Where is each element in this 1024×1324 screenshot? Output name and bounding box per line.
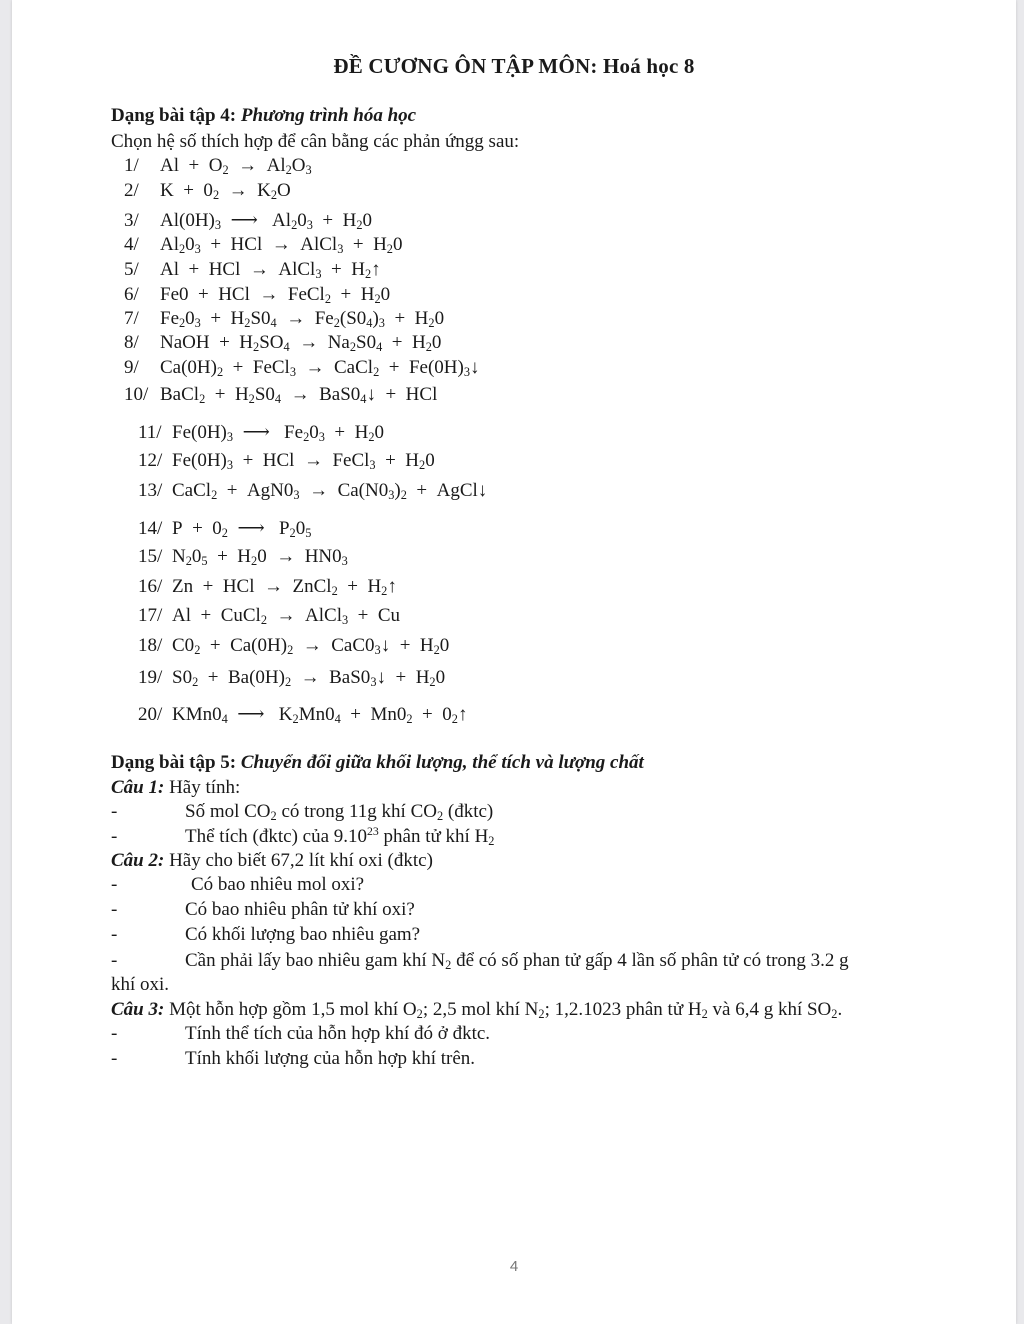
question-label: Câu 2: [111, 850, 170, 871]
question-text: Hãy tính: [169, 777, 241, 798]
equation-number: 4/ [124, 234, 139, 255]
equation-number: 2/ [124, 180, 139, 201]
section-5-label: Dạng bài tập 5: [111, 752, 237, 773]
equation-terms: Fe0 + HCl → FeCl$_2$ + $H_20$ [160, 284, 391, 307]
equation-17 [138, 605, 400, 627]
equation-8 [124, 332, 441, 354]
equation-number: 15/ [138, 546, 163, 567]
question-1 [111, 777, 240, 799]
section-5-heading [111, 752, 644, 774]
equation-terms: BaCl$_2$ + $H_2S0_4$ → $BaS0_4↓$ + HCl [160, 384, 438, 407]
equation-16 [138, 576, 397, 598]
equation-terms: $Al(0H)_3$ ⟶ $Al_20_3 + H_20$ [160, 210, 373, 233]
equation-terms: Al + HCl → AlCl$_3$ + $H_2↑$ [160, 259, 381, 282]
bullet-dash: - [111, 899, 118, 920]
equation-number: 19/ [138, 667, 163, 688]
equation-15 [138, 546, 348, 568]
section-4-intro: Chọn hệ số thích hợp để cân bằng các phản ứngg sau: [111, 131, 520, 152]
section-5-topic: Chuyển đổi giữa khối lượng, thể tích và lượng chất [240, 752, 644, 773]
equation-terms: $Al_20_3$ + HCl → AlCl$_3$ + $H_20$ [160, 234, 403, 257]
question-2-item [111, 874, 991, 898]
equation-number: 5/ [124, 259, 139, 280]
section-4-label: Dạng bài tập 4: [111, 105, 237, 126]
question-2-item [111, 899, 991, 923]
equation-number: 12/ [138, 450, 163, 471]
equation-terms: NaOH + $H_2SO_4 \to Na_2S0_4 + H_20$ [160, 332, 442, 355]
equation-5 [124, 259, 381, 281]
equation-terms: Zn + HCl → ZnCl$_2$ + $H_2↑$ [172, 576, 397, 599]
equation-4 [124, 234, 402, 256]
equation-19 [138, 667, 445, 689]
bullet-dash: - [111, 874, 118, 895]
equation-6 [124, 284, 390, 306]
equation-terms: $C0_2 + Ca(0H)_2$ → $CaC0_3↓ + H_20$ [172, 635, 450, 658]
item-text: Số mol $CO_2$ có trong 11g khí $CO_2$ (đktc) [185, 801, 494, 824]
equation-terms: $Fe(0H)_3$ ⟶ $Fe_20_3 + H_20$ [172, 422, 385, 445]
equation-number: 6/ [124, 284, 139, 305]
equation-number: 13/ [138, 480, 163, 501]
question-2 [111, 850, 433, 872]
equation-number: 9/ [124, 357, 139, 378]
equation-12 [138, 450, 435, 472]
question-text: Hãy cho biết 67,2 lít khí oxi (đktc) [169, 850, 433, 871]
equation-terms: $Al + O_2 \to Al_2O_3$ [160, 155, 312, 178]
question-2-item [111, 950, 991, 974]
question-label: Câu 3: [111, 999, 170, 1020]
equation-2 [124, 180, 291, 202]
equation-1 [124, 155, 312, 177]
question-label: Câu 1: [111, 777, 170, 798]
item-text: Thể tích (đktc) của 9.10$^{23}$ phân tử khí $H_2$ [185, 824, 495, 849]
page-title: ĐỀ CƯƠNG ÔN TẬP MÔN: Hoá học 8 [333, 54, 695, 78]
equation-number: 3/ [124, 210, 139, 231]
equation-terms: $Ca(0H)_2$ + FeCl$_3$ → CaCl$_2$ + $Fe(0H)_3↓$ [160, 357, 480, 380]
equation-terms: $N_20_5 + H_20 \to HN0_3$ [172, 546, 348, 569]
equation-terms: $K + 0_2 \to K_2O$ [160, 180, 291, 203]
equation-13 [138, 480, 487, 502]
equation-terms: $KMn0_4$ ⟶ $K_2Mn0_4 + Mn0_2$ + $0_2↑$ [172, 704, 468, 727]
question-1-item [111, 801, 991, 825]
bullet-dash: - [111, 1048, 118, 1069]
equation-terms: $Fe(0H)_3$ + HCl → FeCl$_3$ + $H_20$ [172, 450, 435, 473]
item-text: Tính thể tích của hỗn hợp khí đó ở đktc. [185, 1023, 491, 1044]
equation-number: 8/ [124, 332, 139, 353]
section-4-topic: Phương trình hóa học [240, 105, 417, 126]
equation-terms: Al + CuCl$_2$ → AlCl$_3$ + Cu [172, 605, 401, 628]
equation-3 [124, 209, 372, 232]
equation-10 [124, 384, 437, 406]
equation-number: 20/ [138, 704, 163, 725]
item-continuation: khí oxi. [111, 974, 170, 995]
bullet-dash: - [111, 1023, 118, 1044]
equation-terms: $S0_2 + Ba(0H)_2$ → $BaS0_3↓ + H_20$ [172, 667, 446, 690]
question-3 [111, 999, 842, 1021]
question-1-item [111, 826, 991, 850]
section-4-heading [111, 105, 416, 127]
equation-number: 17/ [138, 605, 163, 626]
document-page [12, 0, 1016, 1324]
question-2-item [111, 924, 991, 948]
item-text: Cần phải lấy bao nhiêu gam khí $N_2$ để có số phan tử gấp 4 lần số phân tử có trong 3.2 g [185, 950, 849, 973]
equation-number: 1/ [124, 155, 139, 176]
equation-terms: $Fe_20_3 + H_2S0_4 \to Fe_2(S0_4)_3 + H_20$ [160, 308, 445, 331]
question-3-item [111, 1048, 991, 1072]
equation-number: 11/ [138, 422, 162, 443]
equation-18 [138, 635, 449, 657]
equation-number: 18/ [138, 635, 163, 656]
equation-terms: CaCl$_2$ + $AgN0_3 \to Ca(N0_3)_2$ + AgCl↓ [172, 480, 488, 503]
equation-11 [138, 421, 384, 444]
equation-number: 10/ [124, 384, 149, 405]
equation-terms: $P + 0_2$ ⟶ $P_20_5$ [172, 518, 312, 541]
bullet-dash: - [111, 826, 118, 847]
bullet-dash: - [111, 950, 118, 971]
bullet-dash: - [111, 801, 118, 822]
equation-14 [138, 517, 311, 540]
question-text: Một hỗn hợp gồm 1,5 mol khí $O_2$; 2,5 mol khí $N_2$; 1,2.1023 phân tử $H_2$ và 6,4 g khí $SO_2$. [169, 999, 843, 1022]
equation-number: 16/ [138, 576, 163, 597]
bullet-dash: - [111, 924, 118, 945]
equation-number: 14/ [138, 518, 163, 539]
page-number: 4 [509, 1258, 519, 1275]
equation-number: 7/ [124, 308, 139, 329]
item-text: Có bao nhiêu mol oxi? [191, 874, 365, 895]
item-text: Có bao nhiêu phân tử khí oxi? [185, 899, 415, 920]
question-3-item [111, 1023, 991, 1047]
item-text: Tính khối lượng của hỗn hợp khí trên. [185, 1048, 476, 1069]
equation-20 [138, 703, 467, 726]
equation-7 [124, 308, 444, 330]
equation-9 [124, 357, 480, 379]
item-text: Có khối lượng bao nhiêu gam? [185, 924, 421, 945]
